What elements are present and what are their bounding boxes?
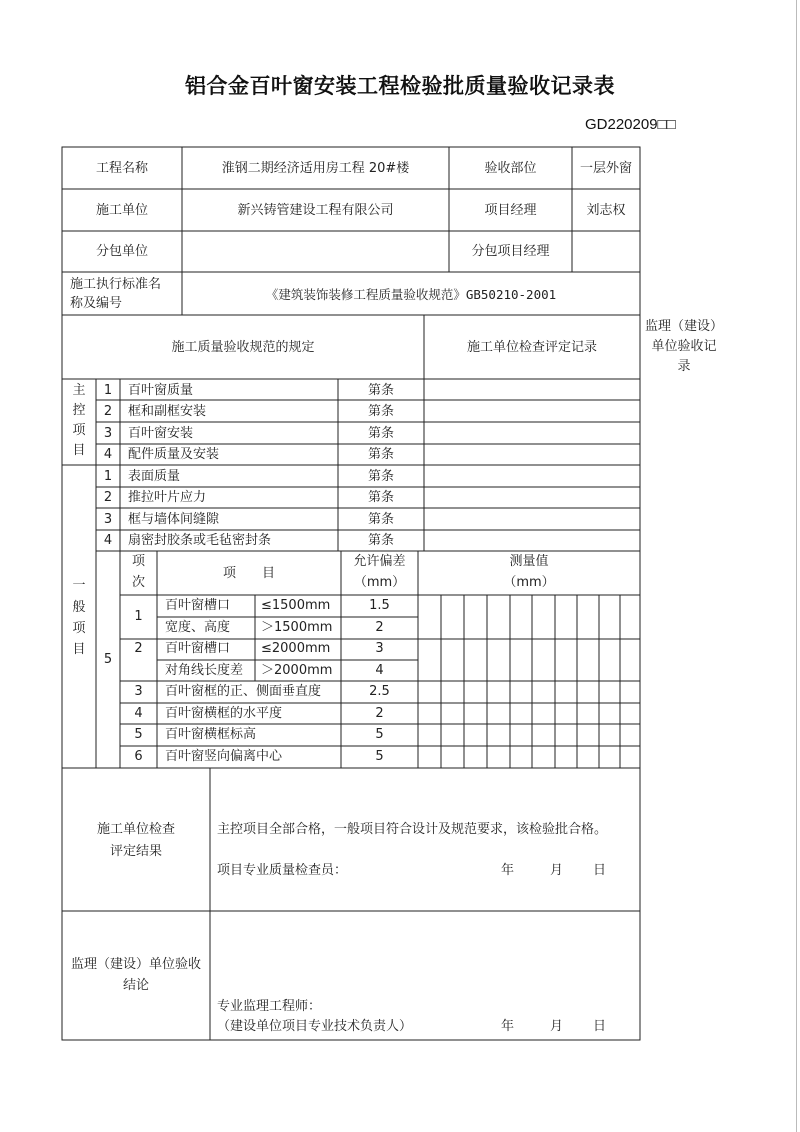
pm-label: 项目经理 (484, 203, 537, 218)
general-row-name: 框与墙体间缝隙 (128, 512, 220, 527)
supervisor-header-line3: 录 (677, 359, 691, 374)
inspect-part-label: 验收部位 (484, 161, 537, 176)
standard-label-line1: 施工执行标准名 (70, 277, 162, 292)
general-row-clause: 第条 (367, 512, 394, 527)
seq-header-2: 次 (131, 575, 145, 590)
main-row-clause: 第条 (367, 426, 394, 441)
main-row-name: 百叶窗安装 (128, 426, 194, 441)
general-items-label-1: 一 (72, 578, 86, 593)
supervisor-header-line2: 单位验收记 (651, 339, 717, 354)
standard-label-line2: 称及编号 (70, 296, 123, 311)
date-day: 日 (593, 1019, 607, 1034)
main-row-clause: 第条 (367, 404, 394, 419)
general-row-clause: 第条 (367, 533, 394, 548)
main-row-no: 1 (103, 383, 113, 398)
sub-row-no: 5 (134, 727, 143, 742)
main-items-label-4: 目 (72, 443, 86, 458)
sub-row-name: 百叶窗框的正、侧面垂直度 (165, 684, 322, 699)
sub-row-name: 百叶窗横框的水平度 (165, 706, 283, 721)
general-items-label-2: 般 (72, 600, 86, 615)
general-row-no: 4 (103, 533, 113, 548)
main-items-label-1: 主 (72, 383, 86, 398)
general-row-clause: 第条 (367, 469, 394, 484)
quality-inspector-label: 项目专业质量检查员： (217, 863, 348, 878)
contractor-record-header: 施工单位检查评定记录 (466, 340, 597, 355)
main-row-no: 2 (103, 404, 113, 419)
general-items-label-4: 目 (72, 642, 86, 657)
sub-row-tolerance: 1.5 (369, 598, 390, 613)
sub-row-no: 4 (134, 706, 143, 721)
inspect-part-value: 一层外窗 (579, 161, 632, 176)
sub-row-no: 2 (134, 641, 143, 656)
sub-row-condition: ＞1500mm (261, 620, 333, 635)
sub-row-name-line2: 对角线长度差 (165, 663, 244, 678)
main-row-no: 3 (103, 426, 113, 441)
general-row-name: 扇密封胶条或毛毡密封条 (128, 533, 272, 548)
general-row-no: 3 (103, 512, 113, 527)
sub-row-name-line1: 百叶窗槽口 (165, 641, 231, 656)
sub-row-tolerance: 3 (375, 641, 384, 656)
general-row-name: 推拉叶片应力 (128, 490, 207, 505)
sub-row-name-line1: 百叶窗槽口 (165, 598, 231, 613)
tolerance-header-1: 允许偏差 (353, 554, 406, 569)
date-month: 月 (550, 863, 564, 878)
tolerance-header-2: （mm） (353, 575, 406, 590)
date-day: 日 (593, 863, 607, 878)
seq-header-1: 项 (131, 554, 145, 569)
sub-row-tolerance: 2 (375, 620, 384, 635)
main-row-no: 4 (103, 447, 113, 462)
date-year: 年 (501, 1019, 515, 1034)
general-item5-no: 5 (103, 652, 113, 667)
sub-row-no: 1 (134, 609, 143, 624)
sub-row-condition: ＞2000mm (261, 663, 333, 678)
sub-row-tolerance: 2 (375, 706, 384, 721)
form-title: 铝合金百叶窗安装工程检验批质量验收记录表 (185, 73, 615, 98)
general-row-no: 2 (103, 490, 113, 505)
owner-representative-label: （建设单位项目专业技术负责人） (217, 1019, 413, 1034)
sub-row-tolerance: 5 (375, 727, 384, 742)
sub-row-tolerance: 4 (375, 663, 384, 678)
sub-row-tolerance: 5 (375, 749, 384, 764)
project-name-value: 淮钢二期经济适用房工程 20#楼 (221, 161, 410, 176)
date-month: 月 (550, 1019, 564, 1034)
main-items-label-3: 项 (72, 423, 86, 438)
measure-header-2: （mm） (503, 575, 555, 590)
general-row-clause: 第条 (367, 490, 394, 505)
main-row-name: 百叶窗质量 (128, 383, 194, 398)
contractor-label: 施工单位 (95, 203, 148, 218)
spec-column-header: 施工质量验收规范的规定 (171, 340, 315, 355)
sub-row-name-line2: 宽度、高度 (165, 620, 231, 635)
contractor-result-label-1: 施工单位检查 (96, 822, 175, 837)
sub-row-name: 百叶窗竖向偏离中心 (165, 749, 283, 764)
general-row-no: 1 (103, 469, 113, 484)
date-year: 年 (501, 863, 515, 878)
contractor-result-statement: 主控项目全部合格，一般项目符合设计及规范要求，该检验批合格。 (217, 822, 608, 837)
measure-header-1: 测量值 (509, 554, 549, 569)
pm-value: 刘志权 (586, 203, 626, 218)
sub-row-name: 百叶窗横框标高 (165, 727, 257, 742)
contractor-result-label-2: 评定结果 (109, 844, 162, 859)
sub-row-no: 6 (134, 749, 143, 764)
sub-pm-label: 分包项目经理 (471, 244, 550, 259)
main-row-clause: 第条 (367, 383, 394, 398)
standard-value: 《建筑装饰装修工程质量验收规范》GB50210-2001 (265, 287, 557, 302)
main-row-clause: 第条 (367, 447, 394, 462)
supervising-engineer-label: 专业监理工程师： (217, 999, 322, 1014)
main-row-name: 框和副框安装 (128, 404, 207, 419)
contractor-value: 新兴铸管建设工程有限公司 (237, 203, 394, 218)
item-header: 项 目 (222, 566, 275, 581)
sub-row-no: 3 (134, 684, 143, 699)
general-row-name: 表面质量 (128, 469, 181, 484)
supervisor-result-label-1: 监理（建设）单位验收 (70, 957, 201, 972)
main-row-name: 配件质量及安装 (128, 447, 220, 462)
supervisor-result-label-2: 结论 (122, 978, 149, 993)
project-name-label: 工程名称 (95, 161, 148, 176)
sub-row-condition: ≤1500mm (261, 598, 331, 613)
form-code: GD220209□□ (585, 116, 676, 133)
sub-row-tolerance: 2.5 (369, 684, 390, 699)
subcontractor-label: 分包单位 (95, 244, 148, 259)
general-items-label-3: 项 (72, 621, 86, 636)
main-items-label-2: 控 (72, 403, 86, 418)
sub-row-condition: ≤2000mm (261, 641, 331, 656)
supervisor-header-line1: 监理（建设） (644, 319, 723, 334)
